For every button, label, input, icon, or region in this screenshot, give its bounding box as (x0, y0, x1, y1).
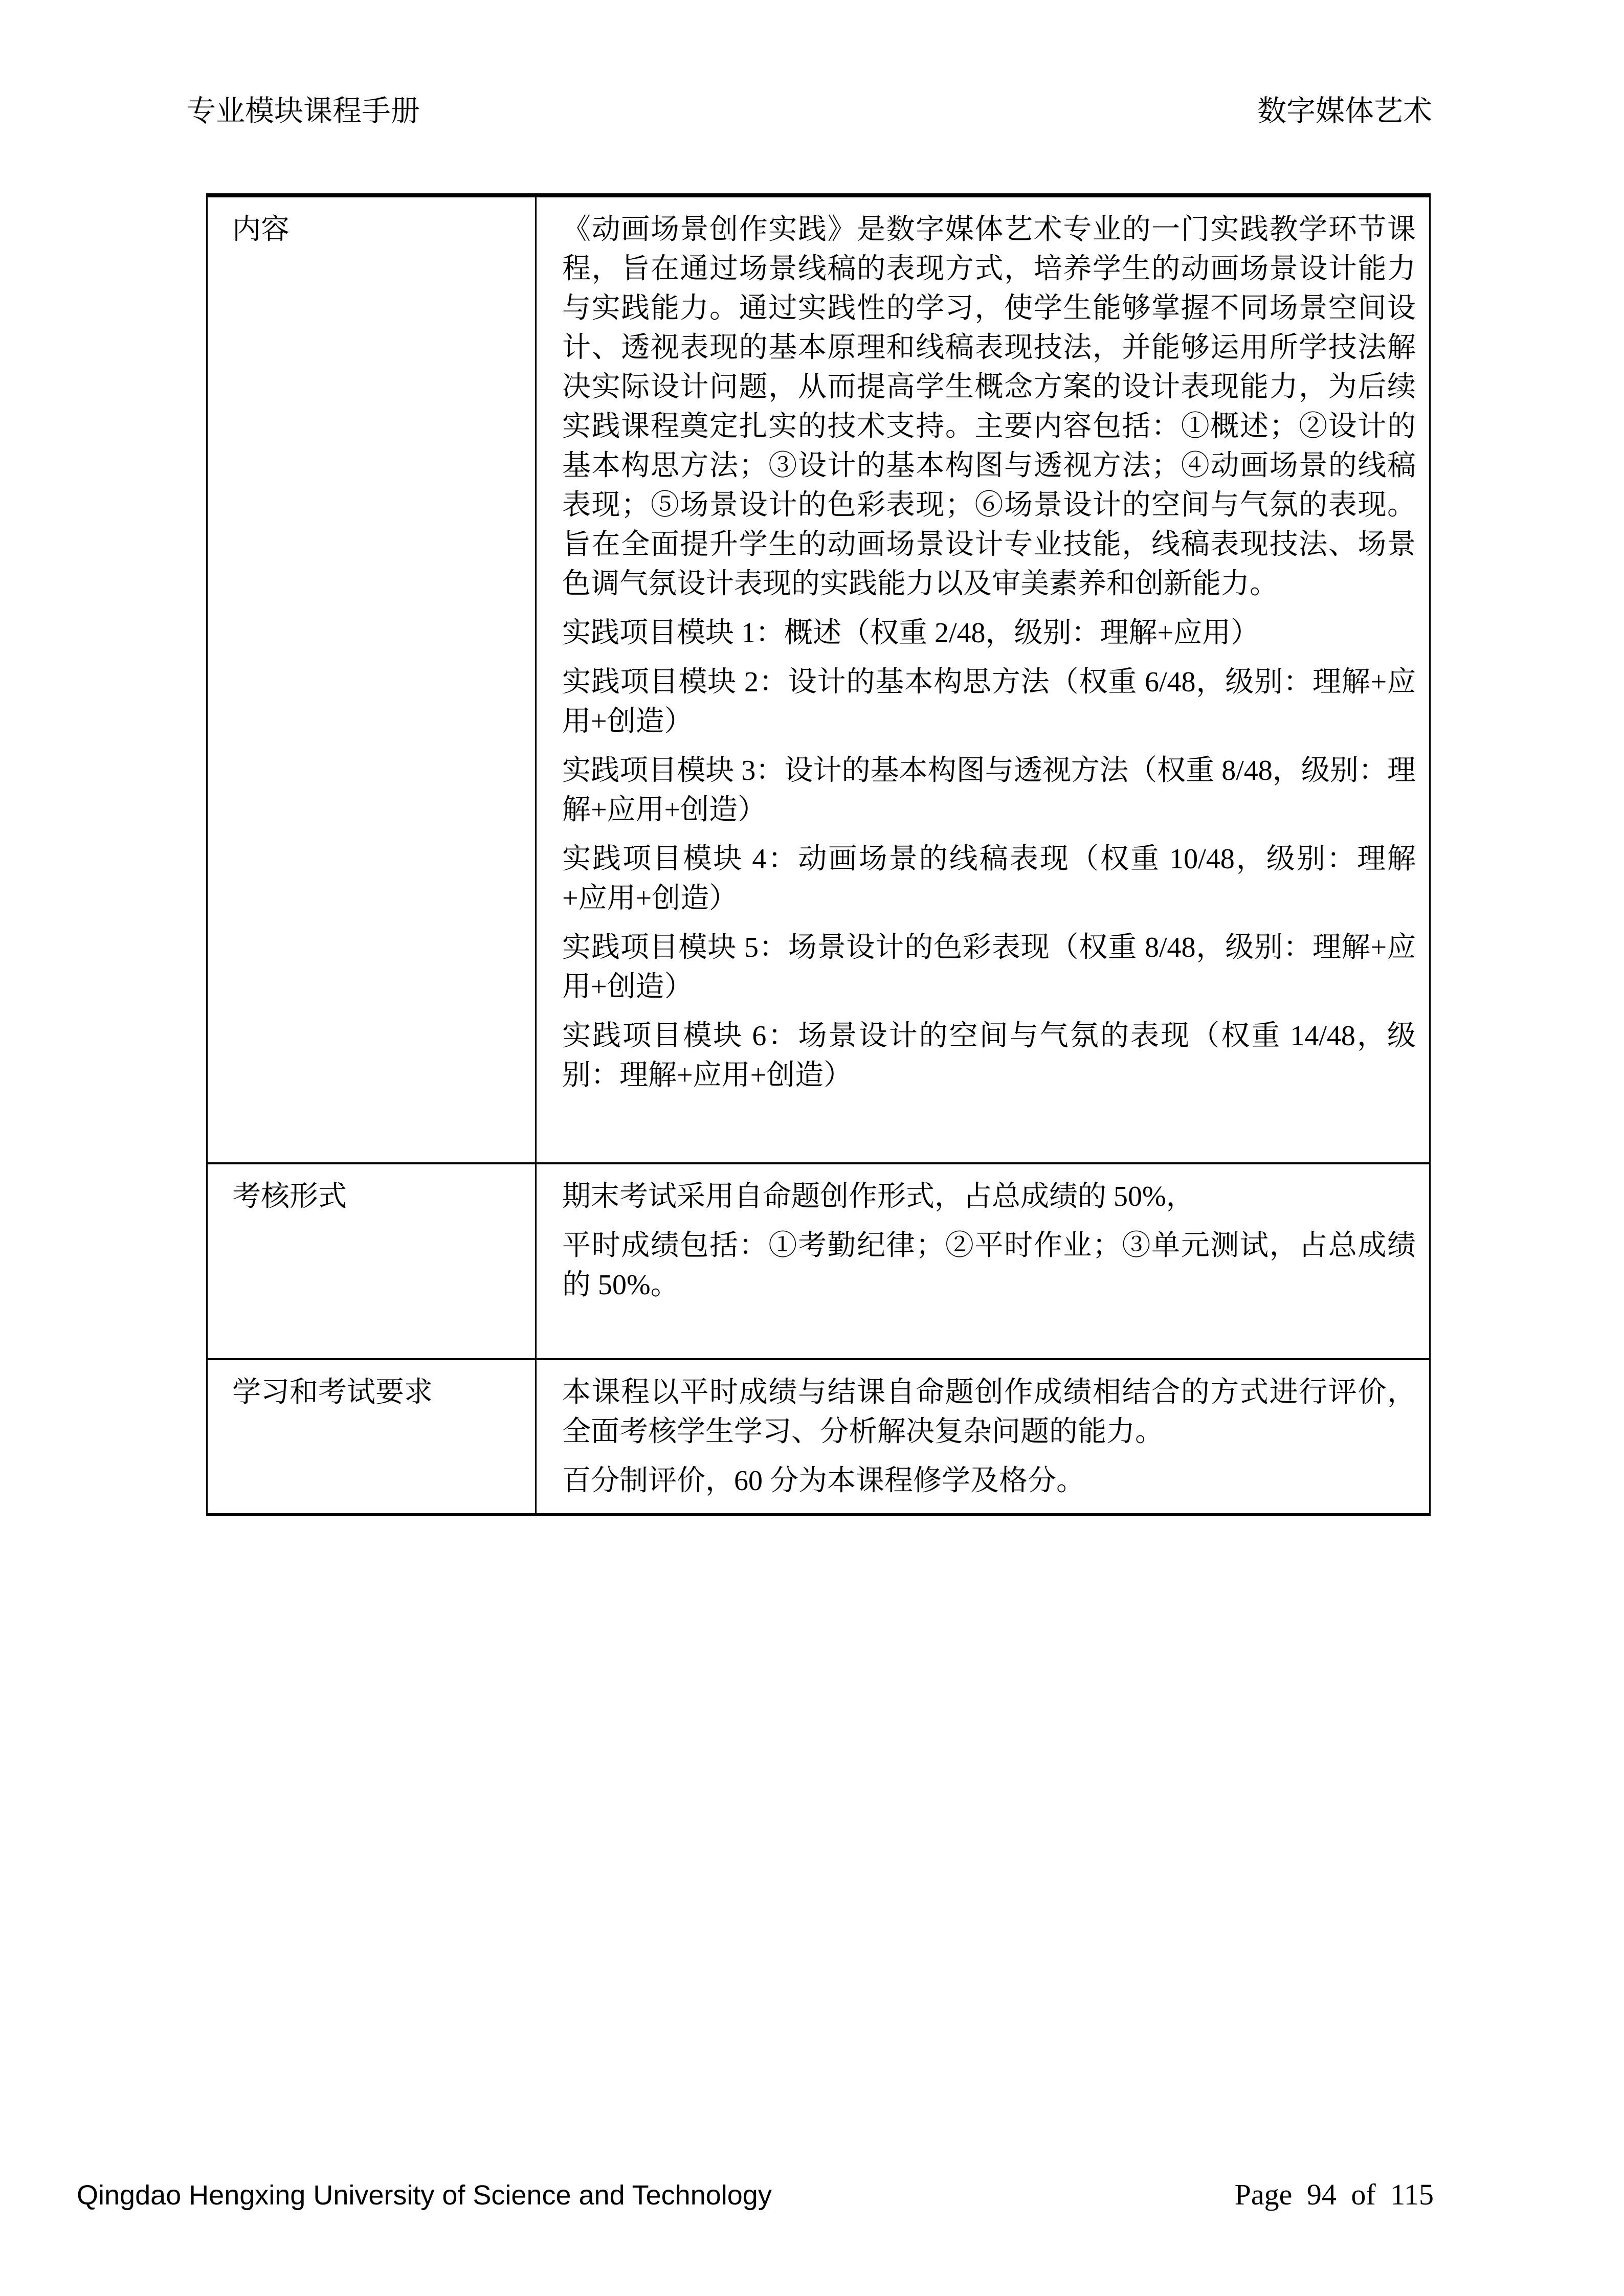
row-label-assessment: 考核形式 (207, 1163, 536, 1359)
row-value-content (536, 195, 1430, 1163)
footer-page-number: Page 94 of 115 (1234, 2178, 1434, 2211)
practice-module-4: 实践项目模块 4：动画场景的线稿表现（权重 10/48，级别：理解+应用+创造） (562, 843, 1416, 914)
content-intro-paragraph: 《动画场景创作实践》是数字媒体艺术专业的一门实践教学环节课程，旨在通过场景线稿的表现方式，培养学生的动画场景设计能力与实践能力。通过实践性的学习，使学生能够掌握不同场景空间设计、透视表现的基本原理和线稿表现技法，并能够运用所学技法解决实际设计问题，从而提高学生概念方案的设计表现能力，为后续实践课程奠定扎实的技术支持。主要内容包括：①概述；②设计的基本构思方法；③设计的基本构图与透视方法；④动画场景的线稿表现；⑤场景设计的色彩表现；⑥场景设计的空间与气氛的表现。旨在全面提升学生的动画场景设计专业技能，线稿表现技法、场景色调气氛设计表现的实践能力以及审美素养和创新能力。 (562, 214, 1416, 600)
practice-module-6: 实践项目模块 6：场景设计的空间与气氛的表现（权重 14/48，级别：理解+应用+创造） (562, 1020, 1416, 1091)
table-row-requirements (207, 1359, 1430, 1515)
row-label-content: 内容 (207, 195, 536, 1163)
header-left-title: 专业模块课程手册 (187, 95, 420, 127)
practice-module-3: 实践项目模块 3：设计的基本构图与透视方法（权重 8/48，级别：理解+应用+创造） (562, 755, 1416, 826)
row-value-requirements (536, 1359, 1430, 1515)
practice-module-2: 实践项目模块 2：设计的基本构思方法（权重 6/48，级别：理解+应用+创造） (562, 666, 1416, 737)
page-footer (77, 2177, 1434, 2212)
page-header (187, 93, 1432, 129)
practice-module-5: 实践项目模块 5：场景设计的色彩表现（权重 8/48，级别：理解+应用+创造） (562, 932, 1416, 1003)
assessment-final-exam: 期末考试采用自命题创作形式，占总成绩的 50%， (562, 1181, 1195, 1212)
table-row-content (207, 195, 1430, 1163)
requirements-passing-score: 百分制评价，60 分为本课程修学及格分。 (562, 1465, 1085, 1497)
row-value-assessment (536, 1163, 1430, 1359)
table-row-assessment (207, 1163, 1430, 1359)
course-info-table (206, 193, 1431, 1516)
assessment-regular-grade: 平时成绩包括：①考勤纪律；②平时作业；③单元测试，占总成绩的 50%。 (562, 1230, 1416, 1301)
header-right-title: 数字媒体艺术 (1257, 95, 1432, 127)
practice-module-1: 实践项目模块 1：概述（权重 2/48，级别：理解+应用） (562, 617, 1260, 649)
footer-university-name: Qingdao Hengxing University of Science and Technology (77, 2180, 772, 2211)
requirements-evaluation: 本课程以平时成绩与结课自命题创作成绩相结合的方式进行评价，全面考核学生学习、分析解决复杂问题的能力。 (562, 1377, 1416, 1448)
row-label-requirements: 学习和考试要求 (207, 1359, 536, 1515)
